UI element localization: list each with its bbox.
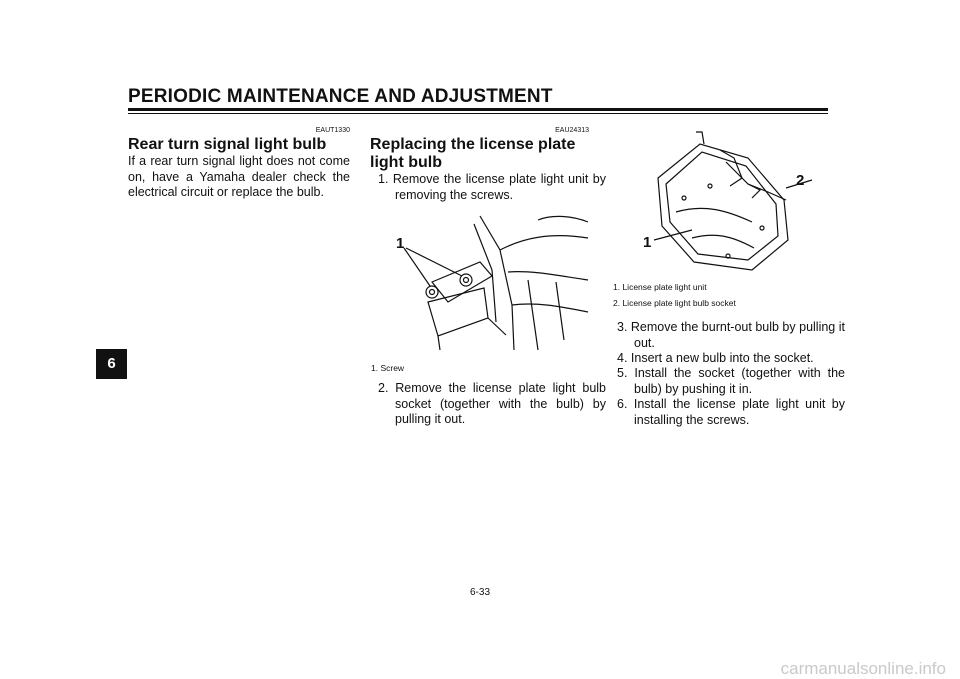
- section-tab: 6: [96, 349, 127, 379]
- step-3: 3. Remove the burnt-out bulb by pulling it out.: [617, 320, 845, 350]
- section-code: EAU24313: [555, 127, 589, 134]
- step-1: 1. Remove the license plate light unit by removing the screws.: [378, 172, 606, 202]
- figure-caption-1: 1. License plate light unit: [613, 282, 707, 292]
- step-5: 5. Install the socket (together with the bulb) by pushing it in.: [617, 366, 845, 396]
- page-header-title: PERIODIC MAINTENANCE AND ADJUSTMENT: [128, 86, 553, 107]
- figure-caption: 1. Screw: [371, 363, 405, 373]
- step-4: 4. Insert a new bulb into the socket.: [617, 351, 814, 365]
- section-heading: Rear turn signal light bulb: [128, 136, 327, 153]
- figure-callout-1: 1: [643, 234, 652, 251]
- figure-caption-2: 2. License plate light bulb socket: [613, 298, 736, 308]
- section-code: EAUT1330: [315, 127, 350, 134]
- header-rule-thick: [128, 108, 828, 111]
- watermark: carmanualsonline.info: [780, 659, 946, 678]
- step-6: 6. Install the license plate light unit by installing the screws.: [617, 397, 845, 427]
- page-number: 6-33: [469, 587, 490, 598]
- figure-callout-2: 2: [796, 172, 805, 189]
- section-heading-line1: Replacing the license plate: [370, 136, 576, 153]
- step-2: 2. Remove the license plate light bulb socket (together with the bulb) by pulling it out.: [378, 381, 606, 426]
- screw-location-figure: [388, 210, 590, 353]
- license-plate-light-figure: [636, 128, 814, 276]
- header-rule-thin: [128, 113, 828, 114]
- section-heading-line2: light bulb: [370, 154, 442, 171]
- section-body: If a rear turn signal light does not come on, have a Yamaha dealer check the electrical circuit or replace the bulb.: [128, 154, 350, 199]
- figure-callout-1: 1: [396, 235, 405, 252]
